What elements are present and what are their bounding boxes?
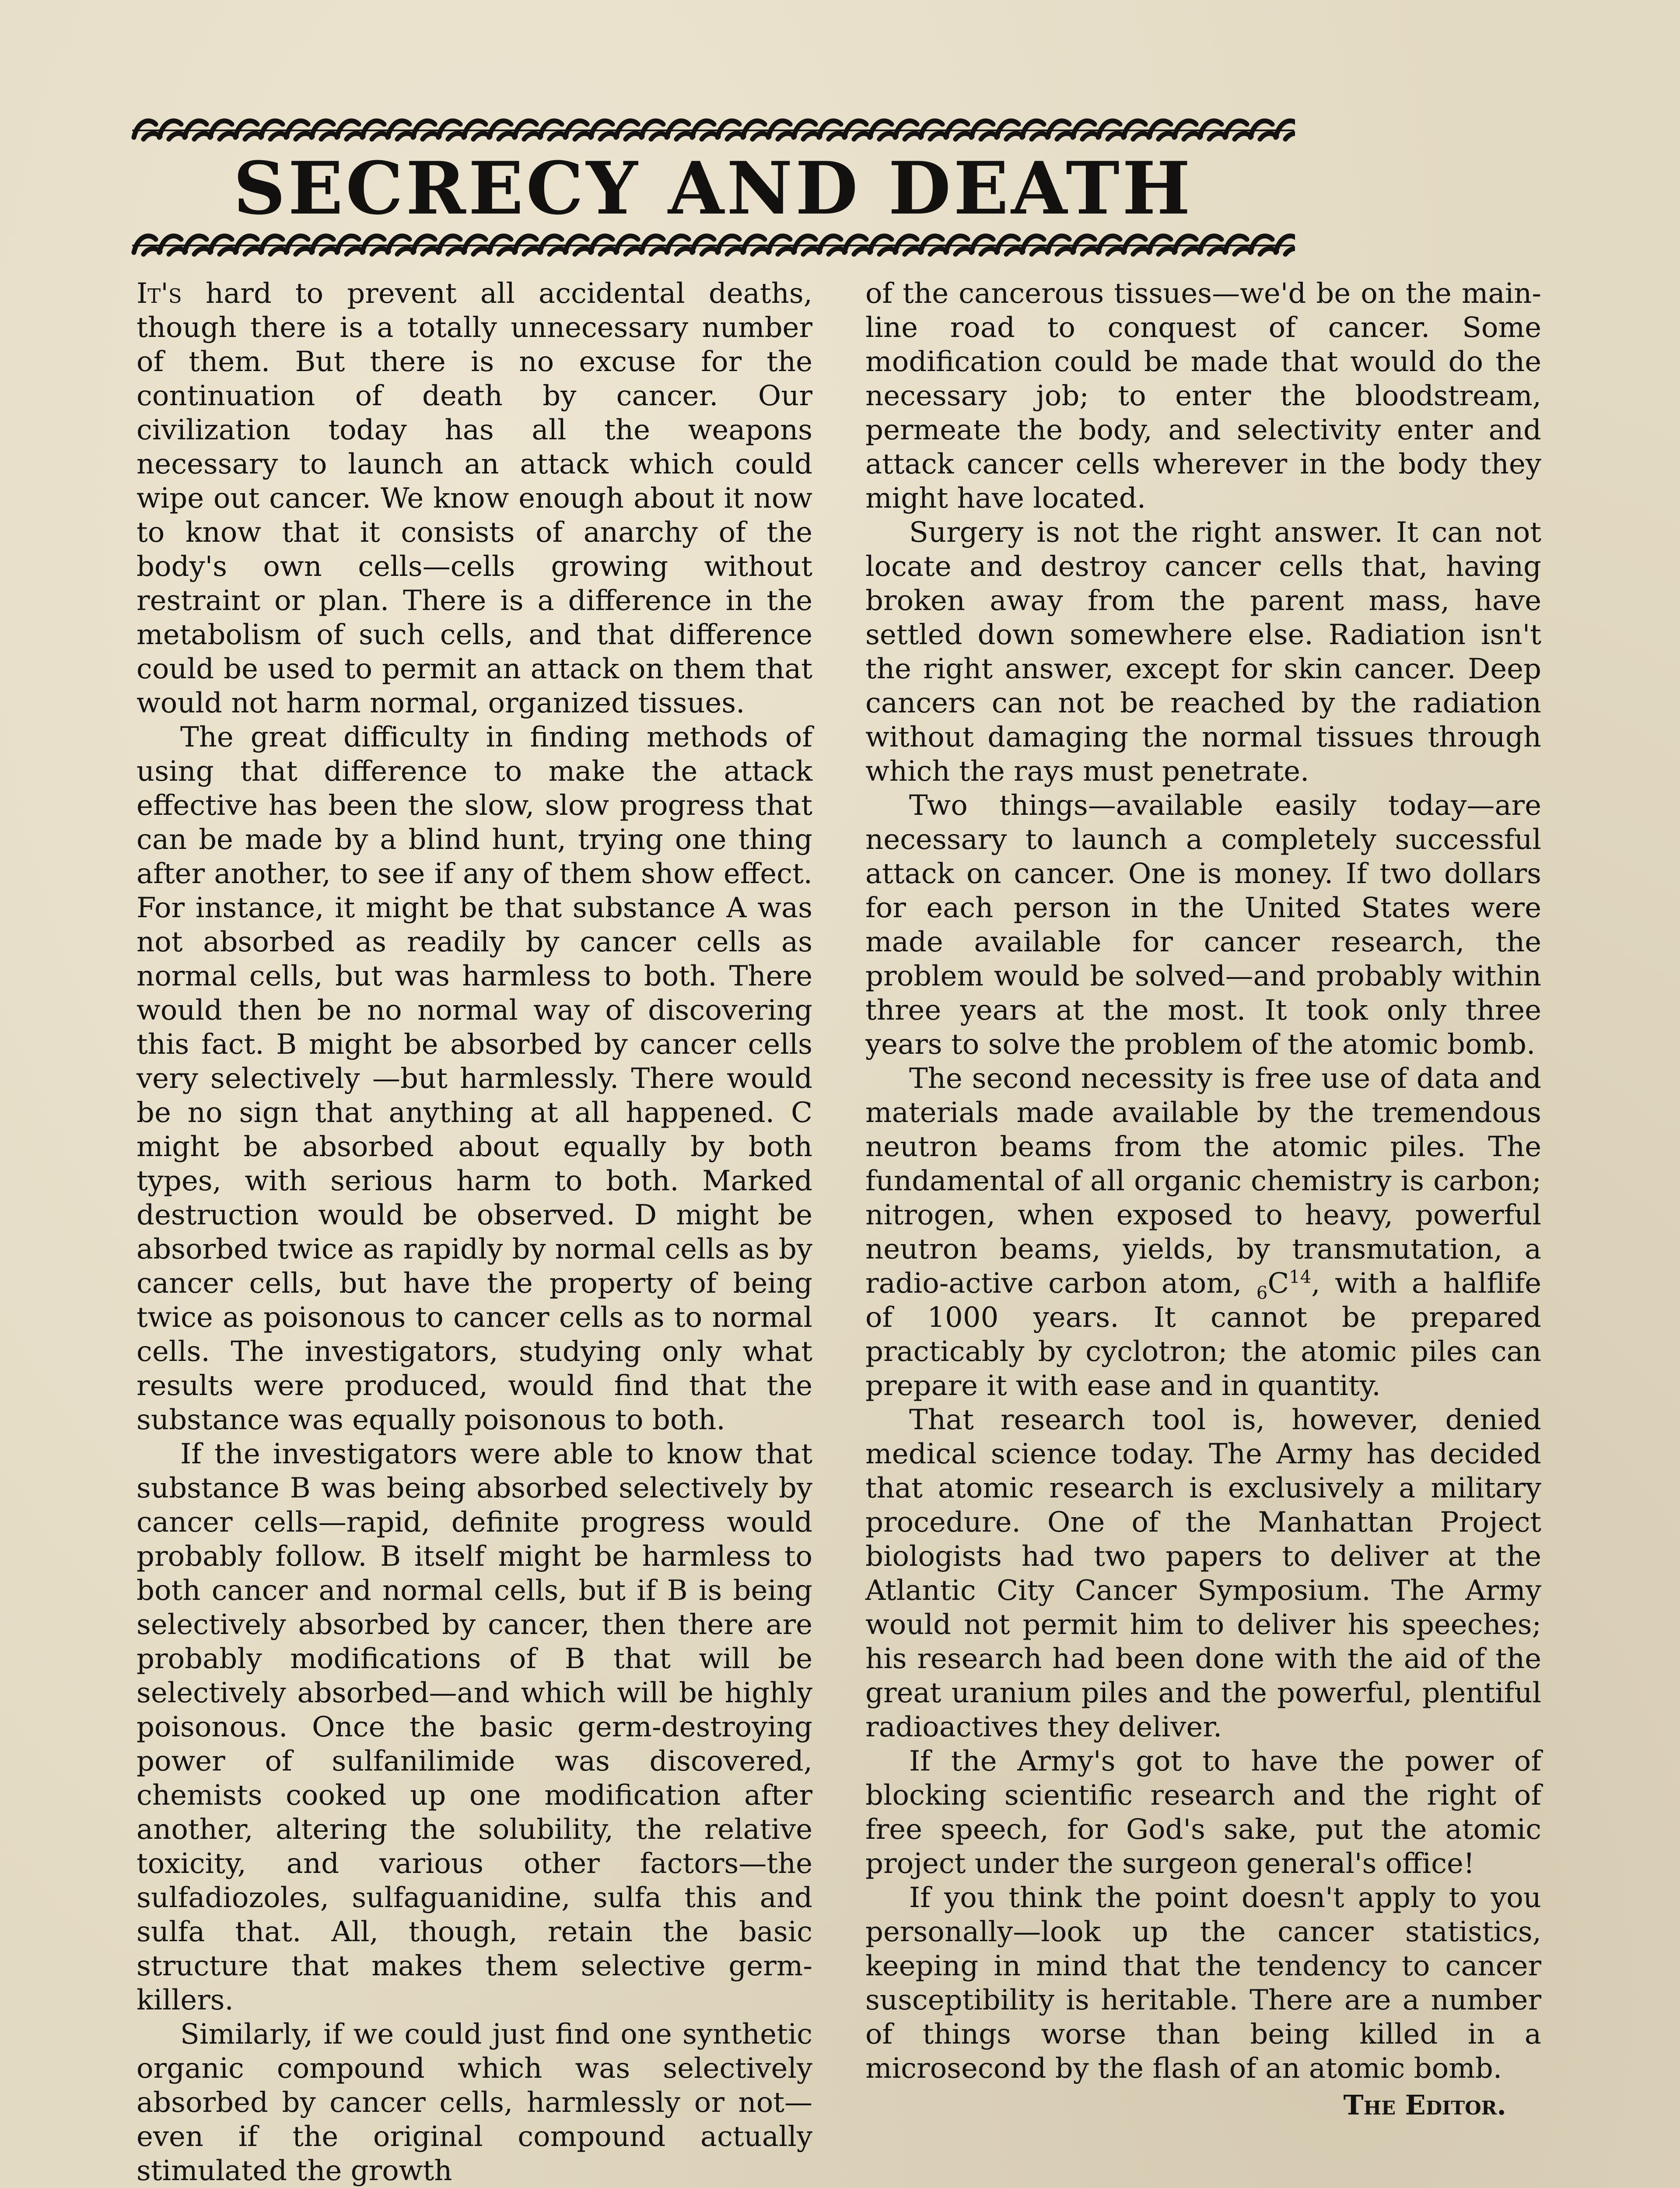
paragraph-text: , with a halflife of 1000 years. It cannot be prepared practicably by cyclotron; the atomic piles can prepare it with ease and in quantity. — [865, 1267, 1542, 1402]
paragraph — [136, 277, 812, 720]
paragraph — [865, 1062, 1541, 1403]
paragraph: That research tool is, however, denied medical science today. The Army has decided that atomic research is exclusively a military procedure. One of the Manhattan Project biologists had two papers to deliver at the Atlantic City Cancer Symposium. The Army would not permit him to deliver his speeches; his research had been done with the aid of the great uranium piles and the powerful, plentiful radioactives they deliver. — [865, 1404, 1541, 1743]
paragraph: The great difficulty in finding methods of using that difference to make the attack effective has been the slow, slow progress that can be made by a blind hunt, trying one thing after another, to see if any of them show effect. For instance, it might be that substance A was not absorbed as readily by cancer cells as normal cells, but was harmless to both. There would then be no normal way of discovering this fact. B might be absorbed by cancer cells very selectively —but harmlessly. There would be no sign that anything at all happened. C might be absorbed about equally by both types, with serious harm to both. Marked destruction would be observed. D might be absorbed twice as rapidly by normal cells as by cancer cells, but have the property of being twice as poisonous to cancer cells as to normal cells. The investigators, studying only what results were produced, would find that the substance was equally poisonous to both. — [136, 721, 812, 1436]
paragraph: If the Army's got to have the power of blocking scientific research and the right of free speech, for God's sake, put the atomic project under the surgeon general's office! — [865, 1745, 1541, 1880]
isotope-symbol: C — [1267, 1267, 1289, 1300]
paragraph: If the investigators were able to know that substance B was being absorbed selectively by cancer cells—rapid, definite progress would probably follow. B itself might be harmless to both cancer and normal cells, but if B is being selectively absorbed by cancer, then there are probably modifications of B that will be selectively absorbed—and which will be highly poisonous. Once the basic germ-destroying power of sulfanilimide was discovered, chemists cooked up one modification after another, altering the solubility, the relative toxicity, and various other factors—the sulfadiozoles, sulfaguanidine, sulfa this and sulfa that. All, though, retain the basic structure that makes them selective germ-killers. — [136, 1438, 812, 2016]
isotope-mass-number: 14 — [1289, 1267, 1312, 1287]
editor-signature: The Editor. — [1343, 2089, 1506, 2121]
paragraph: If you think the point doesn't apply to you personally—look up the cancer statistics, keeping in mind that the tendency to cancer susceptibility is heritable. There are a number of things worse than being killed in a microsecond by the flash of an atomic bomb. — [865, 1882, 1541, 2085]
article-column-left — [136, 277, 812, 2188]
article-title: SECRECY AND DEATH — [233, 146, 1193, 231]
paragraph-text: The second necessity is free use of data and materials made available by the tremendous neutron beams from the atomic piles. The fundamental of all organic chemistry is carbon; nitrogen, when exposed to heavy, powerful neutron beams, yields, by transmutation, a radio-active carbon atom, — [865, 1062, 1541, 1300]
paragraph: Two things—available easily today—are necessary to launch a completely successful attack on cancer. One is money. If two dollars for each person in the United States were made available for cancer research, the problem would be solved—and probably within three years at the most. It took only three years to solve the problem of the atomic bomb. — [865, 789, 1541, 1061]
paragraph: Surgery is not the right answer. It can not locate and destroy cancer cells that, having broken away from the parent mass, have settled down somewhere else. Radiation isn't the right answer, except for skin cancer. Deep cancers can not be reached by the radiation without damaging the normal tissues through which the rays must penetrate. — [865, 516, 1541, 788]
paragraph: of the cancerous tissues—we'd be on the main-line road to conquest of cancer. Some modification could be made that would do the necessary job; to enter the bloodstream, permeate the body, and selectivity enter and attack cancer cells wherever in the body they might have located. — [865, 277, 1541, 515]
paragraph-lead-word: It's — [136, 277, 182, 310]
rope-border-bottom — [131, 230, 1295, 260]
paragraph: Similarly, if we could just find one synthetic organic compound which was selectively absorbed by cancer cells, harmlessly or not—even if the original compound actually stimulated the growth — [136, 2018, 812, 2187]
rope-border-top — [131, 115, 1295, 145]
isotope-atomic-number: 6 — [1256, 1283, 1268, 1303]
article-column-right — [865, 277, 1541, 2122]
paragraph-text: hard to prevent all accidental deaths, though there is a totally unnecessary number of them. But there is no excuse for the continuation of death by cancer. Our civilization today has all the weapons necessary to launch an attack which could wipe out cancer. We know enough about it now to know that it consists of anarchy of the body's own cells—cells growing without restraint or plan. There is a difference in the metabolism of such cells, and that difference could be used to permit an attack on them that would not harm normal, organized tissues. — [136, 277, 812, 719]
